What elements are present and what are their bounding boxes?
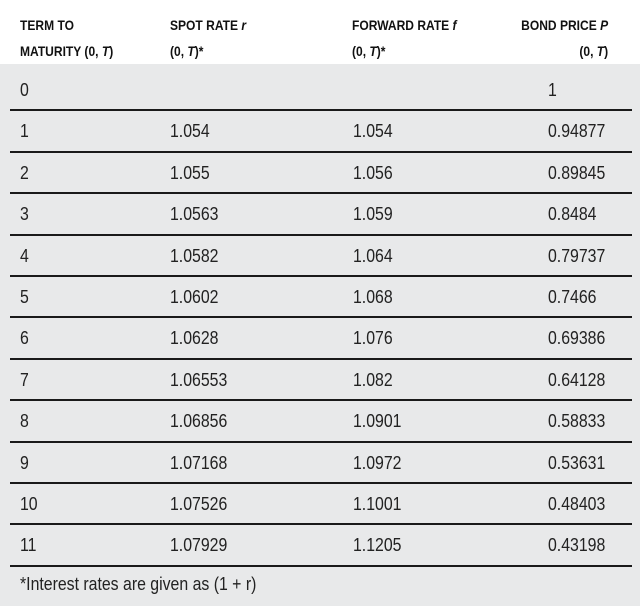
header-fwd-var: f — [452, 17, 457, 33]
table-row — [10, 484, 632, 525]
cell-term: 7 — [20, 369, 29, 390]
table-row — [10, 525, 632, 566]
header-term-line1: TERM TO — [20, 17, 74, 33]
table-row — [10, 360, 632, 401]
table-body — [10, 70, 632, 567]
cell-spot-rate: 1.06856 — [170, 411, 228, 432]
header-bond-label: BOND PRICE — [521, 17, 600, 33]
table-row — [10, 111, 632, 152]
cell-bond-price: 1 — [548, 80, 557, 100]
header-fwd-prefix: (0, — [352, 43, 370, 59]
cell-spot-rate: 1.07929 — [170, 535, 228, 556]
cell-bond-price: 0.53631 — [548, 452, 606, 473]
header-term-close: ) — [109, 43, 114, 59]
cell-bond-price: 0.8484 — [548, 204, 597, 225]
cell-bond-price: 0.7466 — [548, 286, 597, 307]
cell-forward-rate: 1.082 — [353, 369, 393, 390]
header-term-var: T — [101, 43, 110, 59]
cell-bond-price: 0.58833 — [548, 411, 606, 432]
cell-term: 8 — [20, 411, 29, 432]
cell-spot-rate: 1.055 — [170, 162, 210, 183]
cell-spot-rate: 1.0582 — [170, 245, 219, 266]
cell-term: 4 — [20, 245, 29, 266]
cell-term: 1 — [20, 121, 29, 142]
table-row — [10, 277, 632, 318]
header-term-prefix: MATURITY (0, — [20, 43, 102, 59]
table-row — [10, 318, 632, 359]
table-row — [10, 153, 632, 194]
cell-bond-price: 0.79737 — [548, 245, 606, 266]
cell-spot-rate: 1.0628 — [170, 328, 219, 349]
header-bond-var: P — [599, 17, 608, 33]
cell-spot-rate: 1.054 — [170, 121, 210, 142]
cell-forward-rate: 1.1205 — [353, 535, 402, 556]
header-bond-T: T — [596, 43, 604, 59]
cell-forward-rate: 1.1001 — [353, 493, 402, 514]
table-row — [10, 401, 632, 442]
header-fwd-label: FORWARD RATE — [352, 17, 453, 33]
cell-forward-rate: 1.076 — [353, 328, 393, 349]
table-row — [10, 236, 632, 277]
cell-term: 10 — [20, 493, 38, 514]
header-spot-rate — [170, 12, 246, 64]
table-row — [10, 70, 632, 111]
header-fwd-line2 — [352, 38, 457, 64]
header-term-to-maturity — [20, 12, 113, 64]
cell-forward-rate: 1.054 — [353, 121, 393, 142]
cell-term: 5 — [20, 286, 29, 307]
cell-forward-rate: 1.064 — [353, 245, 393, 266]
header-bond-prefix: (0, — [579, 43, 597, 59]
footnote: *Interest rates are given as (1 + r) — [20, 574, 257, 594]
header-fwd-close: )* — [376, 43, 386, 59]
cell-bond-price: 0.64128 — [548, 369, 606, 390]
cell-term: 6 — [20, 328, 29, 349]
cell-bond-price: 0.94877 — [548, 121, 606, 142]
cell-spot-rate: 1.0563 — [170, 204, 219, 225]
header-spot-label: SPOT RATE — [170, 17, 242, 33]
cell-spot-rate: 1.0602 — [170, 286, 219, 307]
cell-term: 2 — [20, 162, 29, 183]
header-spot-var: r — [241, 17, 247, 33]
header-forward-rate — [352, 12, 457, 64]
cell-forward-rate: 1.068 — [353, 286, 393, 307]
cell-term: 9 — [20, 452, 29, 473]
cell-bond-price: 0.48403 — [548, 493, 606, 514]
header-spot-line2 — [170, 38, 246, 64]
header-spot-T: T — [187, 43, 195, 59]
cell-forward-rate: 1.0972 — [353, 452, 402, 473]
header-bond-line1 — [521, 12, 608, 38]
header-spot-close: )* — [194, 43, 204, 59]
table-row — [10, 443, 632, 484]
cell-spot-rate: 1.07168 — [170, 452, 228, 473]
table-header — [0, 0, 640, 64]
cell-spot-rate: 1.07526 — [170, 493, 228, 514]
header-bond-close: ) — [603, 43, 608, 59]
header-fwd-line1 — [352, 12, 457, 38]
cell-forward-rate: 1.0901 — [353, 411, 402, 432]
header-bond-price — [521, 12, 608, 64]
header-fwd-T: T — [369, 43, 377, 59]
cell-bond-price: 0.69386 — [548, 328, 606, 349]
header-term-line2 — [20, 38, 113, 64]
cell-bond-price: 0.89845 — [548, 162, 606, 183]
header-spot-prefix: (0, — [170, 43, 188, 59]
header-bond-line2 — [521, 38, 608, 64]
table-row — [10, 194, 632, 235]
cell-spot-rate: 1.06553 — [170, 369, 228, 390]
cell-forward-rate: 1.059 — [353, 204, 393, 225]
cell-term: 3 — [20, 204, 29, 225]
cell-term: 11 — [20, 535, 37, 556]
cell-bond-price: 0.43198 — [548, 535, 606, 556]
header-spot-line1 — [170, 12, 246, 38]
cell-forward-rate: 1.056 — [353, 162, 393, 183]
cell-term: 0 — [20, 80, 29, 100]
